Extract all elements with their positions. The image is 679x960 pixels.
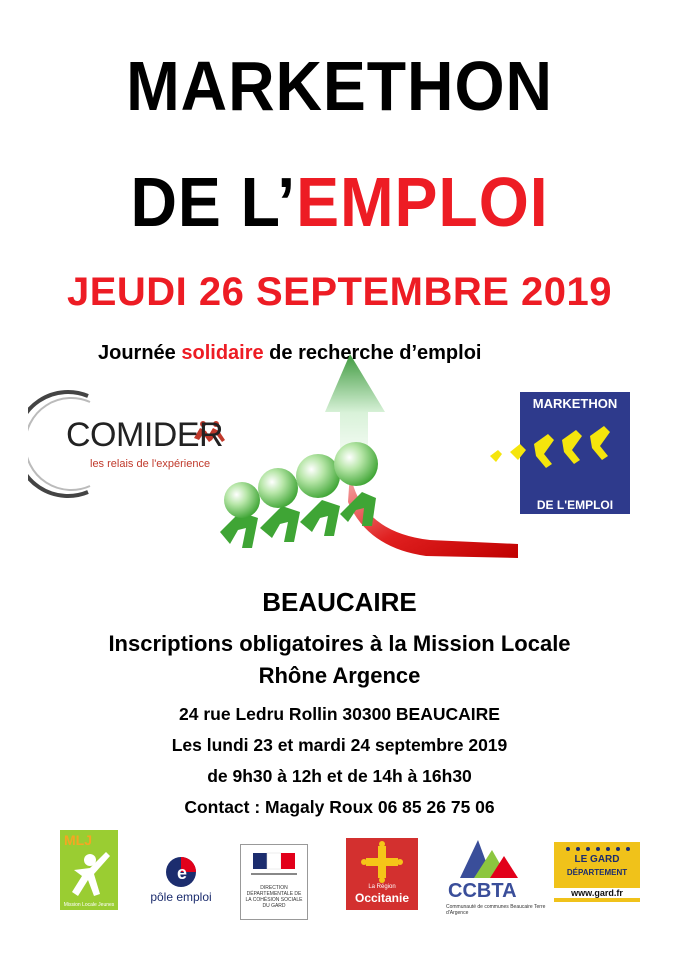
registration-dates: Les lundi 23 et mardi 24 septembre 2019	[171, 735, 508, 755]
gard-line-2: DÉPARTEMENT	[566, 868, 628, 877]
markethon-logo	[520, 392, 630, 514]
markethon-logo-top: MARKETHON	[532, 396, 618, 411]
svg-text:e: e	[177, 863, 188, 883]
event-date: JEUDI 26 SEPTEMBRE 2019	[66, 270, 613, 314]
address: 24 rue Ledru Rollin 30300 BEAUCAIRE	[179, 704, 500, 724]
occitanie-logo	[346, 838, 418, 910]
direction-cohesion-sociale-logo	[240, 844, 308, 920]
title-line-2-black: DE L’	[130, 163, 297, 241]
mlj-footer: Mission Locale Jeunes	[63, 902, 115, 908]
mlj-label: MLJ	[64, 832, 92, 848]
registration-hours: de 9h30 à 12h et de 14h à 16h30	[207, 766, 472, 786]
comider-subtitle: les relais de l'expérience	[90, 458, 211, 470]
tagline-before: Journée	[98, 342, 182, 364]
pole-emploi-icon	[146, 852, 216, 892]
runners-icon	[480, 416, 610, 496]
tagline-highlight: solidaire	[181, 342, 264, 364]
title-line-1: MARKETHON	[126, 47, 553, 125]
illustration-arrow-figures	[200, 352, 520, 582]
contact: Contact : Magaly Roux 06 85 26 75 06	[184, 797, 495, 817]
pole-emploi-logo	[146, 852, 216, 912]
registration-line-2: Rhône Argence	[258, 663, 421, 688]
pole-emploi-label: pôle emploi	[150, 890, 212, 904]
growth-arrow-icon	[200, 352, 520, 582]
ccbta-label: CCBTA	[448, 880, 517, 902]
mlj-figure-icon	[60, 830, 118, 910]
ccbta-shapes-icon	[440, 836, 544, 880]
title-line-2	[27, 160, 652, 244]
ccbta-logo	[440, 836, 544, 920]
occitan-cross-icon	[346, 838, 418, 884]
comider-name: COMIDER	[66, 416, 224, 454]
tagline-after: de recherche d’emploi	[263, 342, 482, 364]
mlj-logo	[60, 830, 118, 910]
gard-logo	[554, 842, 640, 902]
markethon-logo-bottom: DE L'EMPLOI	[536, 498, 614, 512]
direction-label: DIRECTION DÉPARTEMENTALE DE LA COHÉSION SOCIALE DU GARD	[245, 885, 303, 909]
gard-url: www.gard.fr	[554, 888, 640, 898]
marianne-flag-icon	[241, 845, 307, 883]
gard-line-1: LE GARD	[574, 854, 620, 865]
ccbta-sub: Communauté de communes Beaucaire Terre d'Argence	[446, 904, 546, 916]
city: BEAUCAIRE	[262, 587, 417, 617]
occitanie-line-2: Occitanie	[354, 891, 410, 905]
title-line-2-red: EMPLOI	[296, 163, 549, 241]
occitanie-line-1: La Région	[368, 884, 396, 890]
registration-line-1: Inscriptions obligatoires à la Mission Locale	[108, 631, 571, 656]
